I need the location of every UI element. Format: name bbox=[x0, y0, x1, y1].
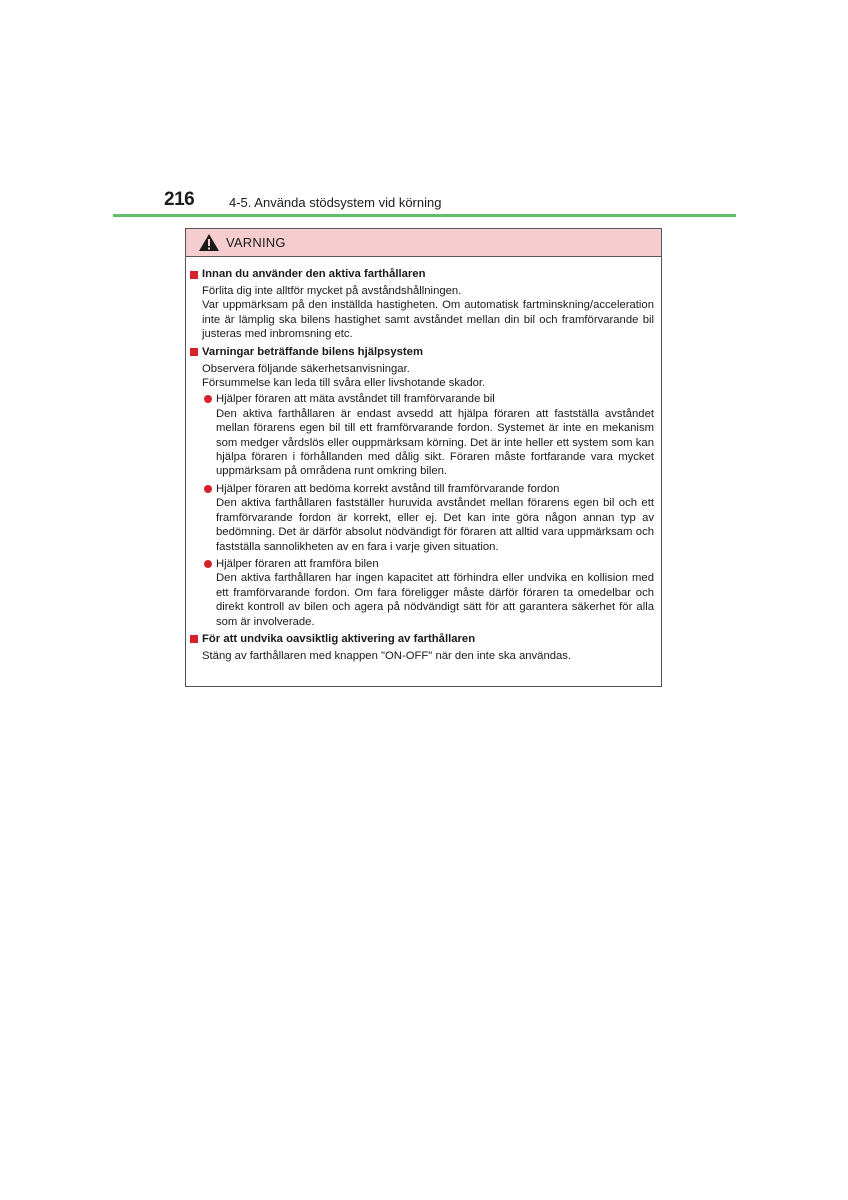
warning-header bbox=[186, 229, 661, 257]
square-bullet-icon bbox=[190, 635, 198, 643]
list-item bbox=[202, 392, 654, 478]
section-title: 4-5. Använda stödsystem vid körning bbox=[229, 195, 442, 210]
round-bullet-icon bbox=[204, 485, 212, 493]
list-item-heading: Hjälper föraren att mäta avståndet till framförvarande bil bbox=[216, 393, 495, 406]
topic-paragraph: Observera följande säkerhetsanvisningar. bbox=[202, 362, 410, 375]
list-item-text: Den aktiva farthållaren har ingen kapacitet att förhindra eller undvika en kollision med ett framförvarande fordon. Om fara föreligger måste därför föraren ta omedelbar och direkt kontroll av bilen och agera på nödvändigt sätt för att garantera säkerhet för alla som är involverade. bbox=[216, 572, 654, 628]
topic-paragraph: Förlita dig inte alltför mycket på avståndshållningen. bbox=[202, 285, 462, 297]
topic-paragraph: Stäng av farthållaren med knappen "ON-OFF" när den inte ska användas. bbox=[202, 649, 572, 662]
topic-avoid-activation bbox=[190, 632, 654, 663]
square-bullet-icon bbox=[190, 271, 198, 279]
warning-box bbox=[185, 228, 662, 687]
header-divider bbox=[113, 214, 736, 217]
round-bullet-icon bbox=[204, 560, 212, 568]
list-item-heading: Hjälper föraren att bedöma korrekt avstånd till framförvarande fordon bbox=[216, 482, 560, 495]
topic-heading: För att undvika oavsiktlig aktivering av farthållaren bbox=[202, 633, 476, 646]
round-bullet-icon bbox=[204, 395, 212, 403]
list-item bbox=[202, 557, 654, 629]
page-header bbox=[0, 0, 848, 220]
topic-before-use bbox=[190, 267, 654, 342]
topic-paragraph: Var uppmärksam på den inställda hastigheten. Om automatisk fartminskning/acceleration inte är lämplig ska bilens hastighet samt avståndet mellan din bil och framförvarande bil justeras med inbromsning etc. bbox=[202, 299, 654, 341]
list-item bbox=[202, 482, 654, 554]
topic-paragraph: Försummelse kan leda till svåra eller livshotande skador. bbox=[202, 377, 486, 390]
list-item-text: Den aktiva farthållaren fastställer huruvida avståndet mellan förarens egen bil och ett framförvarande fordon är korrekt, eller ej. Det kan inte göra någon annan typ av bedömning. Det är därför absolut nödvändigt för föraren att alltid vara uppmärksam och fastställa sannolikheten av en fara i varje given situation. bbox=[216, 497, 654, 553]
topic-assist-warnings bbox=[190, 345, 654, 629]
square-bullet-icon bbox=[190, 348, 198, 356]
warning-triangle-icon bbox=[198, 233, 220, 252]
topic-heading: Varningar beträffande bilens hjälpsystem bbox=[202, 345, 423, 358]
warning-body bbox=[186, 257, 661, 663]
list-item-text: Den aktiva farthållaren är endast avsedd att hjälpa föraren att fastställa avståndet mellan förarens egen bil till ett framförvarande fordon. Systemet är inte en mekanism som medger vårdslös eller ouppmärksam körning. Det är inte heller ett system som kan hjälpa föraren i förhållanden med dålig sikt. Föraren måste fortfarande vara mycket uppmärksam på områdena runt omkring bilen. bbox=[216, 407, 654, 478]
list-item-heading: Hjälper föraren att framföra bilen bbox=[216, 557, 379, 570]
warning-title: VARNING bbox=[226, 235, 286, 250]
page-number: 216 bbox=[164, 189, 195, 210]
topic-heading: Innan du använder den aktiva farthållaren bbox=[202, 268, 426, 281]
